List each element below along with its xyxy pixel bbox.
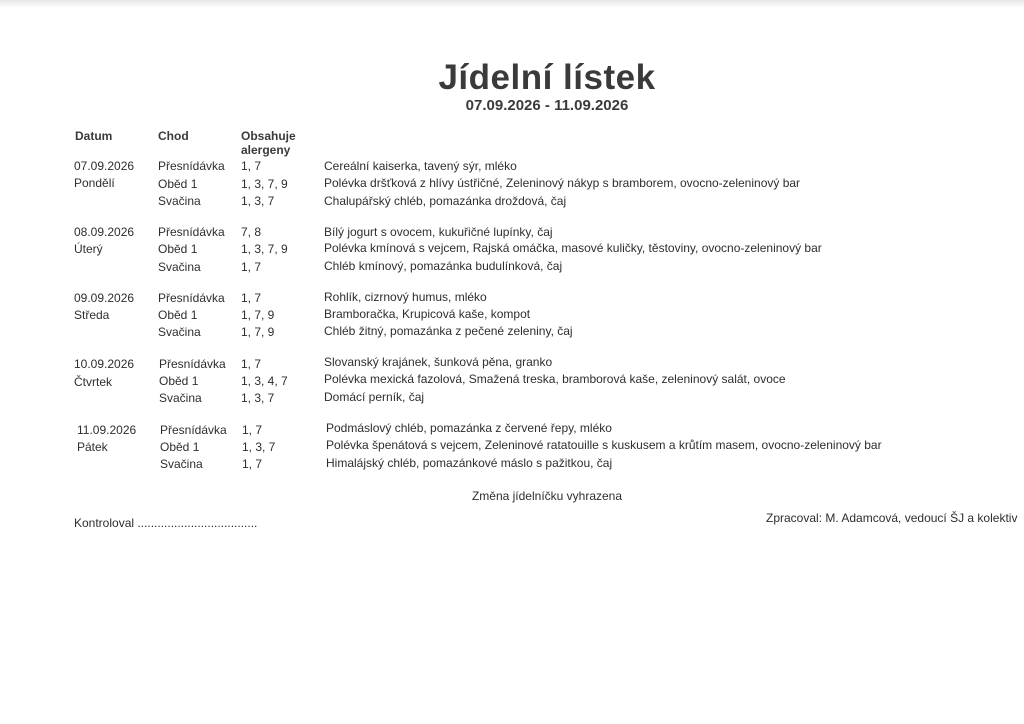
meal-course: Oběd 1	[159, 374, 199, 388]
scan-edge	[0, 0, 1024, 8]
meal-allergens: 1, 3, 7, 9	[241, 242, 288, 256]
meal-course: Oběd 1	[160, 440, 200, 454]
day-date: 07.09.2026	[74, 159, 135, 173]
meal-course: Svačina	[158, 260, 201, 274]
meal-menu: Podmáslový chléb, pomazánka z červené řepy, mléko	[326, 421, 612, 435]
date-range: 07.09.2026 - 11.09.2026	[465, 97, 629, 114]
column-header-course: Chod	[158, 129, 189, 143]
meal-allergens: 1, 3, 7	[242, 440, 276, 454]
meal-menu: Rohlík, cizrnový humus, mléko	[324, 290, 487, 304]
meal-course: Oběd 1	[158, 177, 198, 191]
meal-menu: Himalájský chléb, pomazánkové máslo s pažitkou, čaj	[326, 456, 613, 470]
column-header-allergens	[241, 129, 296, 157]
meal-allergens: 1, 7	[241, 291, 262, 305]
column-header-date: Datum	[75, 129, 113, 143]
meal-course: Přesnídávka	[159, 357, 226, 371]
meal-allergens: 1, 3, 7	[241, 194, 275, 208]
meal-allergens: 1, 3, 7	[241, 391, 275, 405]
meal-course: Přesnídávka	[158, 159, 225, 173]
prepared-by: Zpracoval: M. Adamcová, vedoucí ŠJ a kolektiv	[766, 511, 1018, 525]
column-header-allergens-line1: Obsahuje	[241, 129, 296, 143]
day-weekday: Pondělí	[74, 176, 115, 190]
meal-course: Oběd 1	[158, 242, 198, 256]
day-weekday: Úterý	[74, 242, 103, 256]
meal-allergens: 1, 7	[242, 423, 263, 437]
menu-change-note: Změna jídelníčku vyhrazena	[471, 489, 623, 503]
meal-allergens: 1, 7, 9	[241, 308, 275, 322]
meal-menu: Chléb žitný, pomazánka z pečené zeleniny, čaj	[324, 324, 573, 338]
checked-by-signature-line: Kontroloval ....................................	[74, 516, 258, 530]
meal-allergens: 1, 7	[241, 357, 262, 371]
meal-menu: Polévka kmínová s vejcem, Rajská omáčka, masové kuličky, těstoviny, ovocno-zeleninový bar	[324, 241, 822, 255]
day-weekday: Čtvrtek	[74, 375, 113, 389]
meal-allergens: 1, 3, 7, 9	[241, 177, 288, 191]
day-weekday: Pátek	[77, 440, 108, 454]
meal-allergens: 1, 7	[241, 260, 262, 274]
meal-allergens: 7, 8	[241, 225, 262, 239]
meal-menu: Polévka mexická fazolová, Smažená treska, bramborová kaše, zeleninový salát, ovoce	[324, 372, 786, 386]
column-header-allergens-line2: alergeny	[241, 143, 291, 157]
meal-allergens: 1, 7, 9	[241, 325, 275, 339]
meal-course: Přesnídávka	[158, 225, 225, 239]
meal-course: Svačina	[160, 457, 203, 471]
meal-menu: Polévka špenátová s vejcem, Zeleninové ratatouille s kuskusem a krůtím masem, ovocno-zeleninový bar	[326, 438, 882, 452]
meal-course: Přesnídávka	[158, 291, 225, 305]
day-date: 11.09.2026	[77, 423, 137, 437]
day-date: 08.09.2026	[74, 225, 135, 239]
meal-menu: Chalupářský chléb, pomazánka droždová, čaj	[324, 194, 567, 208]
meal-allergens: 1, 3, 4, 7	[241, 374, 288, 388]
meal-course: Oběd 1	[158, 308, 198, 322]
meal-menu: Domácí perník, čaj	[324, 390, 425, 404]
meal-allergens: 1, 7	[241, 159, 262, 173]
meal-course: Svačina	[159, 391, 202, 405]
meal-menu: Slovanský krajánek, šunková pěna, granko	[324, 355, 553, 369]
meal-course: Svačina	[158, 194, 201, 208]
day-date: 10.09.2026	[74, 357, 135, 371]
meal-menu: Chléb kmínový, pomazánka budulínková, čaj	[324, 259, 563, 273]
meal-allergens: 1, 7	[242, 457, 263, 471]
meal-menu: Polévka dršťková z hlívy ústřičné, Zeleninový nákyp s bramborem, ovocno-zeleninový bar	[324, 176, 801, 190]
day-date: 09.09.2026	[74, 291, 135, 305]
day-weekday: Středa	[74, 308, 110, 322]
meal-menu: Bílý jogurt s ovocem, kukuřičné lupínky, čaj	[324, 225, 553, 239]
meal-menu: Bramboračka, Krupicová kaše, kompot	[324, 307, 531, 321]
meal-menu: Cereální kaiserka, tavený sýr, mléko	[324, 159, 517, 173]
meal-course: Přesnídávka	[160, 423, 227, 437]
meal-course: Svačina	[158, 325, 201, 339]
page-title: Jídelní lístek	[438, 58, 656, 97]
